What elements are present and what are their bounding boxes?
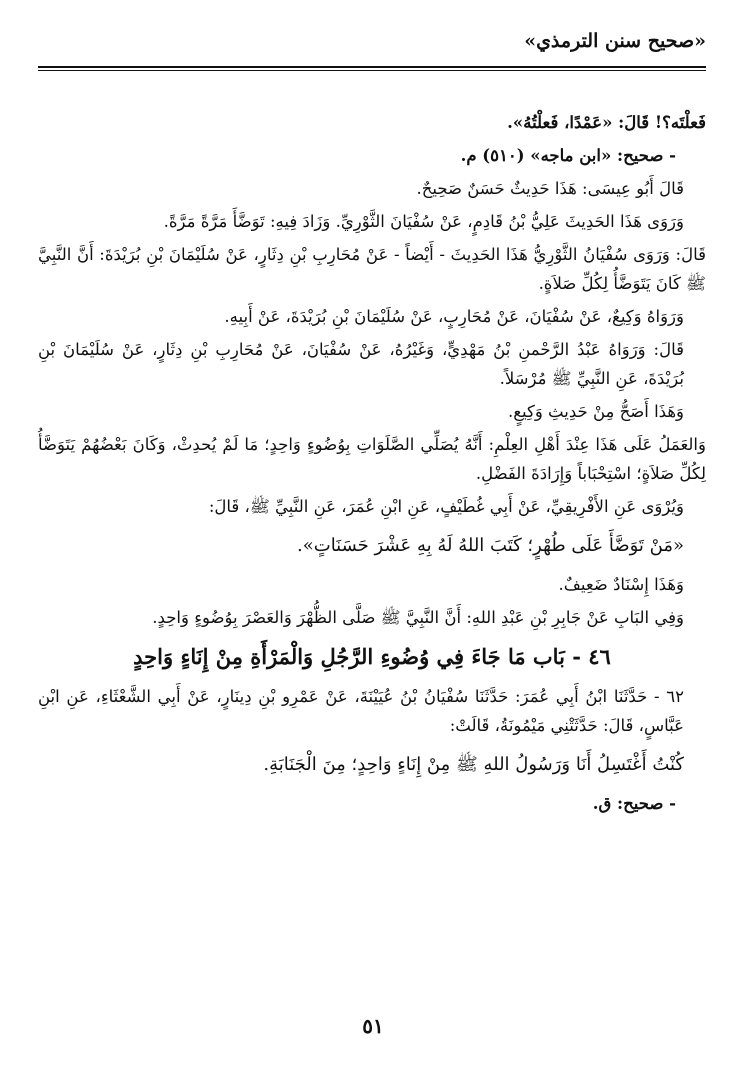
text-line: وَرَوَى هَذَا الحَدِيثَ عَلِيُّ بْنُ قَادِمٍ، عَنْ سُفْيَانَ الثَّوْرِيِّ. وَزَادَ فِيهِ: تَوَضَّأَ مَرَّةً مَرَّةً.	[163, 212, 684, 231]
text-paragraph: قَالَ: وَرَوَى سُفْيَانُ الثَّوْرِيُّ هَذَا الحَدِيثَ - أَيْضاً - عَنْ مُحَارِبِ بْنِ دِثَارٍ، عَنْ سُلَيْمَانَ بْنِ بُرَيْدَةَ: أَنَّ النَّبِيَّ ﷺ كَانَ يَتَوَضَّأُ لِكُلِّ صَلاَةٍ.	[38, 245, 706, 293]
text-line: قَالَ أَبُو عِيسَى: هَذَا حَدِيثٌ حَسَنٌ صَحِيحٌ.	[416, 179, 684, 198]
text-paragraph: ٦٢ - حَدَّثَنَا ابْنُ أَبِي عُمَرَ: حَدَّثَنَا سُفْيَانُ بْنُ عُيَيْنَةَ، عَنْ عَمْرِو بْنِ دِينَارٍ، عَنْ أَبِي الشَّعْثَاءِ، عَنِ ابْنِ عَبَّاسٍ، قَالَ: حَدَّثَتْنِي مَيْمُونَةُ، قَالَتْ:	[38, 687, 684, 735]
text-paragraph: وَالعَمَلُ عَلَى هَذَا عِنْدَ أَهْلِ العِلْمِ: أَنَّهُ يُصَلِّي الصَّلَوَاتِ بِوُضُوءٍ وَاحِدٍ؛ مَا لَمْ يُحدِثْ، وَكَانَ بَعْضُهُمْ يَتَوَضَّأُ لِكُلِّ صَلاَةٍ؛ اسْتِحْبَاباً وَإِرَادَةَ الفَضْلِ.	[38, 435, 706, 483]
hadith-text: كُنْتُ أَغْتَسِلُ أَنَا وَرَسُولُ اللهِ ﷺ مِنْ إِنَاءٍ وَاحِدٍ؛ مِنَ الْجَنَابَةِ.	[263, 754, 684, 775]
text-line: وَرَوَاهُ وَكِيعٌ، عَنْ سُفْيَانَ، عَنْ مُحَارِبٍ، عَنْ سُلَيْمَانَ بْنِ بُرَيْدَةَ، عَنْ أَبِيهِ.	[224, 307, 684, 326]
page-body	[38, 108, 706, 822]
chapter-heading: ٤٦ - بَاب مَا جَاءَ فِي وُضُوءِ الرَّجُلِ وَالْمَرْأَةِ مِنْ إِنَاءٍ وَاحِدٍ	[133, 644, 611, 669]
hadith-text: «مَنْ تَوَضَّأَ عَلَى طُهْرٍ؛ كَتَبَ اللهُ لَهُ بِهِ عَشْرَ حَسَنَاتٍ».	[297, 535, 684, 556]
header-rule-thin	[38, 70, 706, 71]
text-line: وَهَذَا إِسْنَادٌ ضَعِيفٌ.	[558, 575, 684, 594]
text-paragraph: قَالَ: وَرَوَاهُ عَبْدُ الرَّحْمنِ بْنُ مَهْدِيٍّ، وَغَيْرُهُ، عَنْ سُفْيَانَ، عَنْ مُحَارِبِ بْنِ دِثَارٍ، عَنْ سُلَيْمَانَ بْنِ بُرَيْدَةَ، عَنِ النَّبِيِّ ﷺ مُرْسَلاً.	[38, 340, 684, 388]
text-line: وَهَذَا أَصَحُّ مِنْ حَدِيثِ وَكِيعٍ.	[507, 402, 684, 421]
text-line: وَيُرْوَى عَنِ الأَفْرِيقِيِّ، عَنْ أَبِي غُطَيْفٍ، عَنِ ابْنِ عُمَرَ، عَنِ النَّبِيِّ ﷺ، قَالَ:	[208, 497, 684, 516]
header-rule-thick	[38, 66, 706, 68]
grading-line: - صحيح: ق.	[592, 794, 676, 813]
text-line: وَفِي البَابِ عَنْ جَابِرِ بْنِ عَبْدِ اللهِ: أَنَّ النَّبِيَّ ﷺ صَلَّى الظُّهْرَ وَالعَصْرَ بِوُضُوءٍ وَاحِدٍ.	[152, 608, 684, 627]
running-header	[38, 28, 706, 66]
page-number: ٥١	[362, 1014, 384, 1038]
grading-line: - صحيح: «ابن ماجه» (٥١٠) م.	[460, 146, 676, 165]
header-title: «صحيح سنن الترمذي»	[524, 30, 706, 52]
text-line: فَعلْتَه؟! قَالَ: «عَمْدًا، فَعلْتُهُ».	[507, 113, 706, 132]
